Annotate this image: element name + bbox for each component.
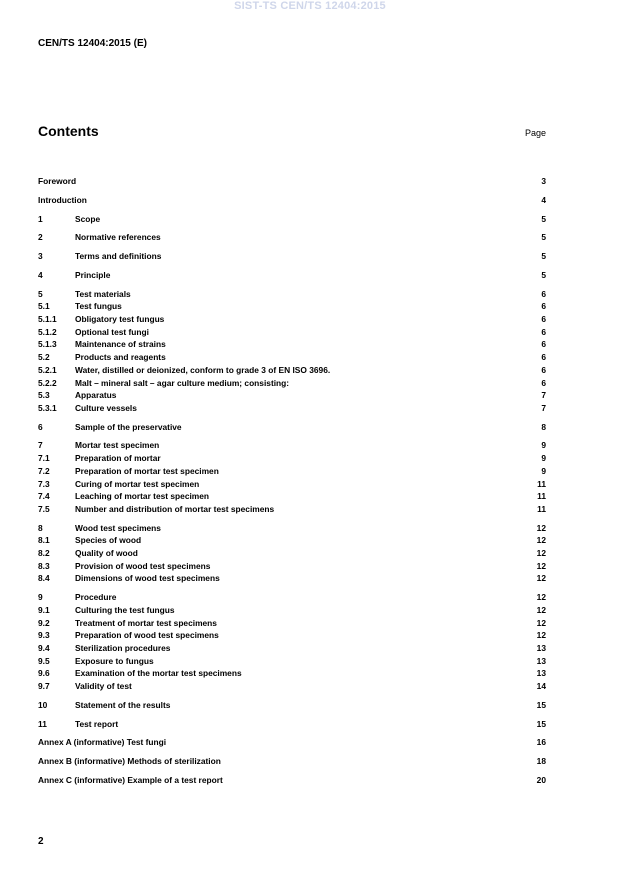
toc-entry-title: Dimensions of wood test specimens [75,573,220,584]
toc-entry-number: 7.3 [38,478,50,489]
toc-entry-title: Terms and definitions [75,251,162,262]
toc-entry-page: 9 [541,453,546,464]
toc-entry-page: 6 [541,339,546,350]
toc-entry-page: 3 [541,176,546,186]
toc-entry[interactable] [38,560,546,573]
footer-page-number: 2 [38,836,44,847]
toc-entry-title: Curing of mortar test specimen [75,478,200,489]
toc-entry-page: 5 [541,213,546,224]
toc-entry-page: 7 [541,402,546,413]
toc-entry-page: 13 [536,668,546,679]
toc-entry[interactable] [38,313,546,326]
toc-entry-number: 9.6 [38,668,50,679]
toc-entry[interactable] [38,364,546,377]
toc-entry-title: Culture vessels [75,402,137,413]
toc-entry-page: 5 [541,269,546,280]
toc-entry[interactable] [38,490,546,503]
toc-entry-title: Test materials [75,288,131,299]
toc-entry[interactable] [38,617,546,630]
toc-entry-page: 13 [536,655,546,666]
toc-entry[interactable] [38,250,546,263]
toc-entry[interactable] [38,338,546,351]
toc-entry[interactable] [38,421,546,434]
toc-entry-page: 12 [536,560,546,571]
toc-entry-number: 1 [38,213,43,224]
toc-entry-number: 8 [38,522,43,533]
toc-entry[interactable] [38,231,546,244]
toc-entry-number: 9.7 [38,681,50,691]
toc-entry-number: 9.2 [38,617,50,628]
toc-entry[interactable] [38,300,546,313]
toc-entry-title: Examination of the mortar test specimens [75,668,242,679]
toc-entry-page: 6 [541,326,546,337]
toc-entry-title: Procedure [75,592,117,603]
toc-entry-page: 12 [536,522,546,533]
toc-entry-page: 6 [541,364,546,375]
toc-entry-page: 6 [541,377,546,388]
toc-entry-title: Test fungus [75,301,122,312]
toc-entry-number: 7.1 [38,453,50,464]
toc-entry[interactable] [38,534,546,547]
toc-entry-number: 2 [38,232,43,243]
toc-entry-title: Introduction [38,194,87,205]
toc-entry-page: 12 [536,548,546,559]
toc-entry[interactable] [38,755,546,768]
toc-entry-page: 7 [541,390,546,401]
toc-entry-page: 6 [541,352,546,363]
toc-entry-title: Foreword [38,176,77,186]
toc-entry-number: 6 [38,421,43,432]
contents-title: Contents [38,123,99,139]
document-id-header: CEN/TS 12404:2015 (E) [38,38,147,49]
toc-entry[interactable] [38,269,546,282]
toc-entry[interactable] [38,478,546,491]
toc-entry[interactable] [38,377,546,390]
toc-entry[interactable] [38,452,546,465]
toc-entry[interactable] [38,591,546,604]
toc-entry-title: Test report [75,718,119,729]
toc-entry-number: 5.3 [38,390,50,401]
toc-entry[interactable] [38,503,546,516]
toc-entry-page: 16 [536,737,546,748]
toc-entry-page: 12 [536,617,546,628]
toc-entry-number: 8.1 [38,535,50,546]
toc-entry-title: Annex C (informative) Example of a test report [38,774,223,785]
toc-entry-page: 15 [536,718,546,729]
toc-entry[interactable] [38,213,546,226]
toc-entry-page: 6 [541,314,546,325]
toc-entry-number: 4 [38,269,43,280]
watermark-text: SIST-TS CEN/TS 12404:2015 [234,0,386,12]
toc-entry-number: 9 [38,592,43,603]
toc-entry-title: Annex A (informative) Test fungi [38,737,167,748]
toc-entry-page: 6 [541,301,546,312]
toc-entry[interactable] [38,465,546,478]
page-column-label: Page [524,128,546,138]
toc-entry-page: 14 [536,681,546,691]
toc-entry-page: 12 [536,573,546,584]
toc-entry-title: Obligatory test fungus [75,314,165,325]
toc-entry[interactable] [38,288,546,301]
toc-entry[interactable] [38,629,546,642]
toc-entry-number: 5.1 [38,301,50,312]
toc-entry-title: Products and reagents [75,352,166,363]
toc-entry-title: Quality of wood [75,548,138,559]
toc-entry-number: 11 [38,718,47,729]
toc-entry-title: Preparation of wood test specimens [75,630,219,641]
toc-entry-number: 9.5 [38,655,50,666]
toc-entry[interactable] [38,718,546,731]
toc-entry[interactable] [38,175,546,188]
toc-entry-number: 10 [38,699,48,710]
toc-entry-title: Leaching of mortar test specimen [75,491,210,502]
toc-entry-number: 7.2 [38,465,50,476]
toc-entry-number: 8.4 [38,573,50,584]
toc-entry-page: 8 [541,421,546,432]
toc-entry-title: Principle [75,269,111,280]
toc-entry-page: 4 [541,194,546,205]
toc-entry-page: 5 [541,232,546,243]
toc-entry[interactable] [38,642,546,655]
toc-entry-number: 5.3.1 [38,402,57,413]
toc-entry[interactable] [38,680,546,693]
toc-entry-title: Statement of the results [75,699,171,710]
toc-entry-title: Preparation of mortar [75,453,161,464]
toc-entry-title: Maintenance of strains [75,339,166,350]
toc-entry-number: 5.2 [38,352,50,363]
toc-entry-title: Number and distribution of mortar test specimens [75,503,275,514]
toc-entry-page: 15 [536,699,546,710]
toc-entry[interactable] [38,572,546,585]
toc-entry[interactable] [38,326,546,339]
toc-entry[interactable] [38,774,546,787]
toc-entry[interactable] [38,604,546,617]
toc-entry-title: Scope [75,213,101,224]
toc-entry-number: 9.3 [38,630,50,641]
toc-entry[interactable] [38,667,546,680]
toc-entry-page: 11 [537,478,546,489]
toc-entry-page: 12 [536,535,546,546]
toc-entry-page: 9 [541,440,546,451]
toc-entry-page: 5 [541,251,546,262]
toc-entry-title: Apparatus [75,390,117,401]
toc-entry-page: 6 [541,288,546,299]
toc-entry-title: Mortar test specimen [75,440,160,451]
toc-entry-number: 3 [38,251,43,262]
toc-entry[interactable] [38,351,546,364]
toc-entry-number: 8.2 [38,548,50,559]
toc-entry-page: 13 [536,642,546,653]
toc-entry[interactable] [38,439,546,452]
toc-entry-number: 5 [38,288,43,299]
toc-entry[interactable] [38,389,546,402]
toc-entry-number: 7 [38,440,43,451]
toc-entry-title: Wood test specimens [75,522,161,533]
toc-entry-title: Malt – mineral salt – agar culture medium; consisting: [75,377,290,388]
toc-entry-title: Sterilization procedures [75,642,171,653]
toc-entry[interactable] [38,655,546,668]
toc-entry[interactable] [38,402,546,415]
toc-entry-title: Preparation of mortar test specimen [75,465,219,476]
toc-entry-page: 11 [537,491,546,502]
toc-entry-title: Culturing the test fungus [75,604,175,615]
toc-entry-number: 8.3 [38,560,50,571]
toc-entry-number: 5.1.2 [38,326,57,337]
toc-entry-page: 20 [536,774,546,785]
toc-entry-title: Treatment of mortar test specimens [75,617,217,628]
toc-entry-number: 7.4 [38,491,50,502]
toc-entry-title: Sample of the preservative [75,421,182,432]
toc-entry-page: 12 [536,630,546,641]
toc-entry-title: Exposure to fungus [75,655,154,666]
toc-entry-title: Water, distilled or deionized, conform to grade 3 of EN ISO 3696. [75,364,331,375]
toc-entry-title: Provision of wood test specimens [75,560,211,571]
toc-entry-number: 5.1.3 [38,339,57,350]
toc-entry-title: Normative references [75,232,161,243]
toc-entry-title: Species of wood [75,535,142,546]
toc-entry-title: Validity of test [75,681,132,691]
toc-entry[interactable] [38,522,546,535]
toc-entry-page: 12 [536,604,546,615]
toc-entry-number: 5.1.1 [38,314,57,325]
toc-entry-number: 5.2.1 [38,364,57,375]
toc-entry-number: 9.4 [38,642,50,653]
toc-entry[interactable] [38,699,546,712]
toc-entry-number: 9.1 [38,604,50,615]
toc-entry-title: Optional test fungi [75,326,149,337]
toc-entry[interactable] [38,547,546,560]
toc-entry-page: 18 [536,756,546,767]
toc-entry-page: 12 [536,592,546,603]
toc-entry-page: 11 [537,503,546,514]
toc-entry[interactable] [38,736,546,749]
toc-entry-number: 7.5 [38,503,50,514]
toc-entry-page: 9 [541,465,546,476]
table-of-contents [38,175,546,787]
toc-entry-number: 5.2.2 [38,377,57,388]
toc-entry-title: Annex B (informative) Methods of sterilization [38,756,221,767]
toc-entry[interactable] [38,194,546,207]
